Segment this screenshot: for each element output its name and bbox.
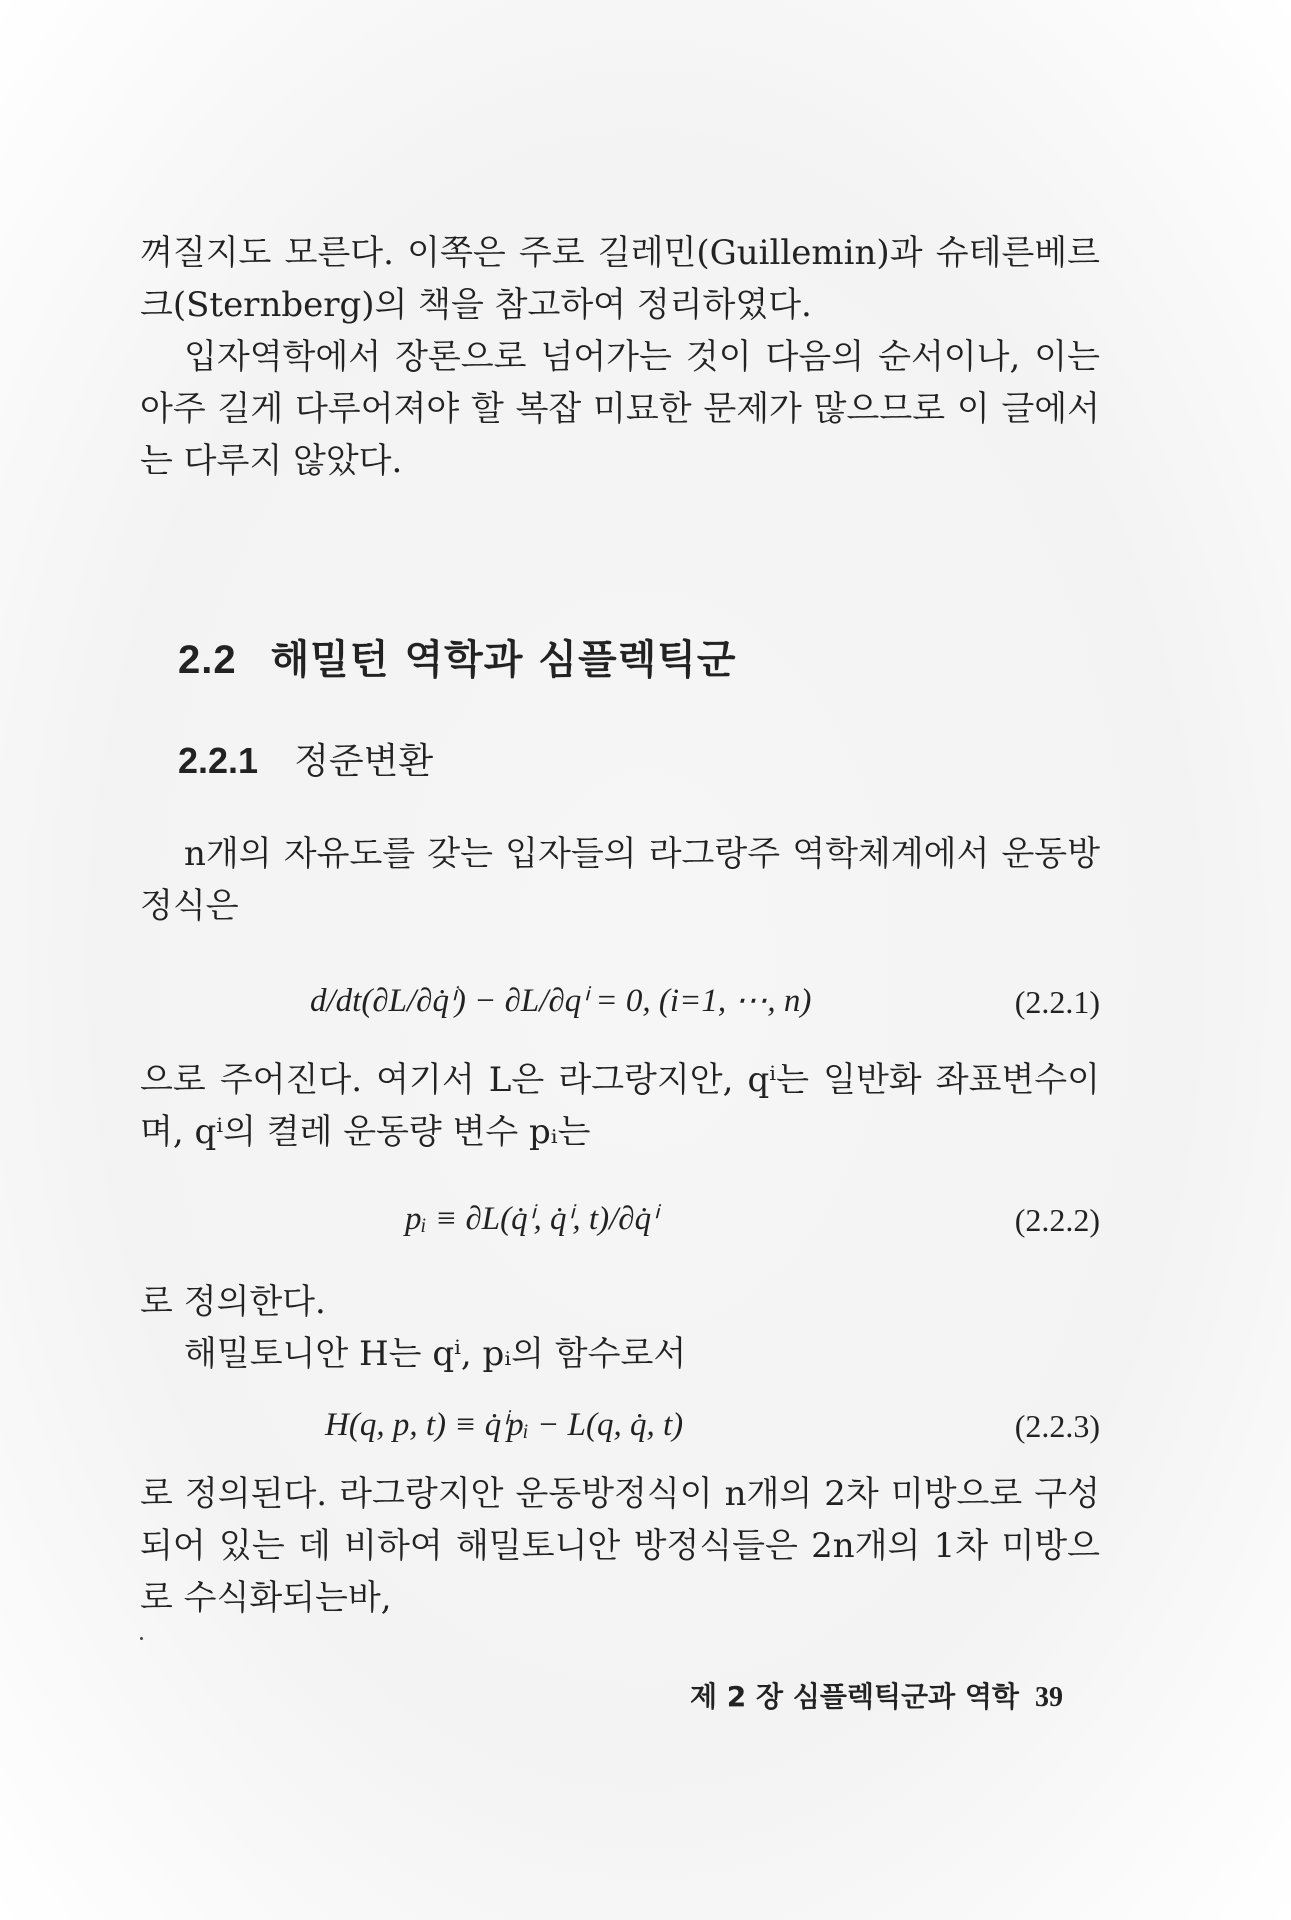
body-paragraph-1	[140, 828, 1100, 932]
equation-number: (2.2.3)	[1014, 1408, 1100, 1444]
body-paragraph-3	[140, 1276, 1100, 1380]
equation-number: (2.2.2)	[1014, 1202, 1100, 1238]
intro-paragraphs	[140, 227, 1100, 487]
paragraph: 입자역학에서 장론으로 넘어가는 것이 다음의 순서이나, 이는 아주 길게 다루어져야 할 복잡 미묘한 문제가 많으므로 이 글에서는 다루지 않았다.	[140, 337, 1100, 481]
section-title: 해밀턴 역학과 심플렉틱군	[270, 636, 737, 683]
body-paragraph-2	[140, 1054, 1100, 1158]
section-number: 2.2	[178, 638, 237, 682]
paragraph: n개의 자유도를 갖는 입자들의 라그랑주 역학체계에서 운동방정식은	[140, 834, 1100, 926]
page-number: 39	[1034, 1682, 1063, 1713]
equation-number: (2.2.1)	[1014, 984, 1100, 1020]
chapter-title: 제 2 장 심플렉틱군과 역학	[690, 1680, 1019, 1713]
equation-formula: d/dt(∂L/∂q̇ⁱ) − ∂L/∂qⁱ = 0, (i=1, ⋯, n)	[310, 983, 812, 1019]
equation-2-2-3	[140, 1392, 1100, 1462]
paragraph: 로 정의한다.	[140, 1282, 326, 1322]
running-footer	[690, 1675, 1063, 1715]
section-heading	[178, 628, 737, 685]
equation-2-2-2	[140, 1186, 1100, 1256]
paragraph: 로 정의된다. 라그랑지안 운동방정식이 n개의 2차 미방으로 구성되어 있는 데 비하여 해밀토니안 방정식들은 2n개의 1차 미방으로 수식화되는바,	[140, 1474, 1100, 1618]
equation-formula: pᵢ ≡ ∂L(q̇ⁱ, q̇ⁱ, t)/∂q̇ⁱ	[405, 1201, 657, 1237]
paragraph: 껴질지도 모른다. 이쪽은 주로 길레민(Guillemin)과 슈테른베르크(Sternberg)의 책을 참고하여 정리하였다.	[140, 233, 1100, 325]
subsection-number: 2.2.1	[178, 740, 259, 781]
subsection-title: 정준변환	[294, 741, 434, 782]
speck	[140, 1637, 143, 1640]
paragraph: 으로 주어진다. 여기서 L은 라그랑지안, qⁱ는 일반화 좌표변수이며, qⁱ의 켤레 운동량 변수 pᵢ는	[140, 1060, 1100, 1152]
equation-2-2-1	[140, 968, 1100, 1038]
paragraph: 해밀토니안 H는 qⁱ, pᵢ의 함수로서	[184, 1334, 687, 1374]
subsection-heading	[178, 733, 433, 784]
body-paragraph-5	[140, 1468, 1100, 1624]
equation-formula: H(q, p, t) ≡ q̇ⁱpᵢ − L(q, q̇, t)	[325, 1407, 684, 1443]
